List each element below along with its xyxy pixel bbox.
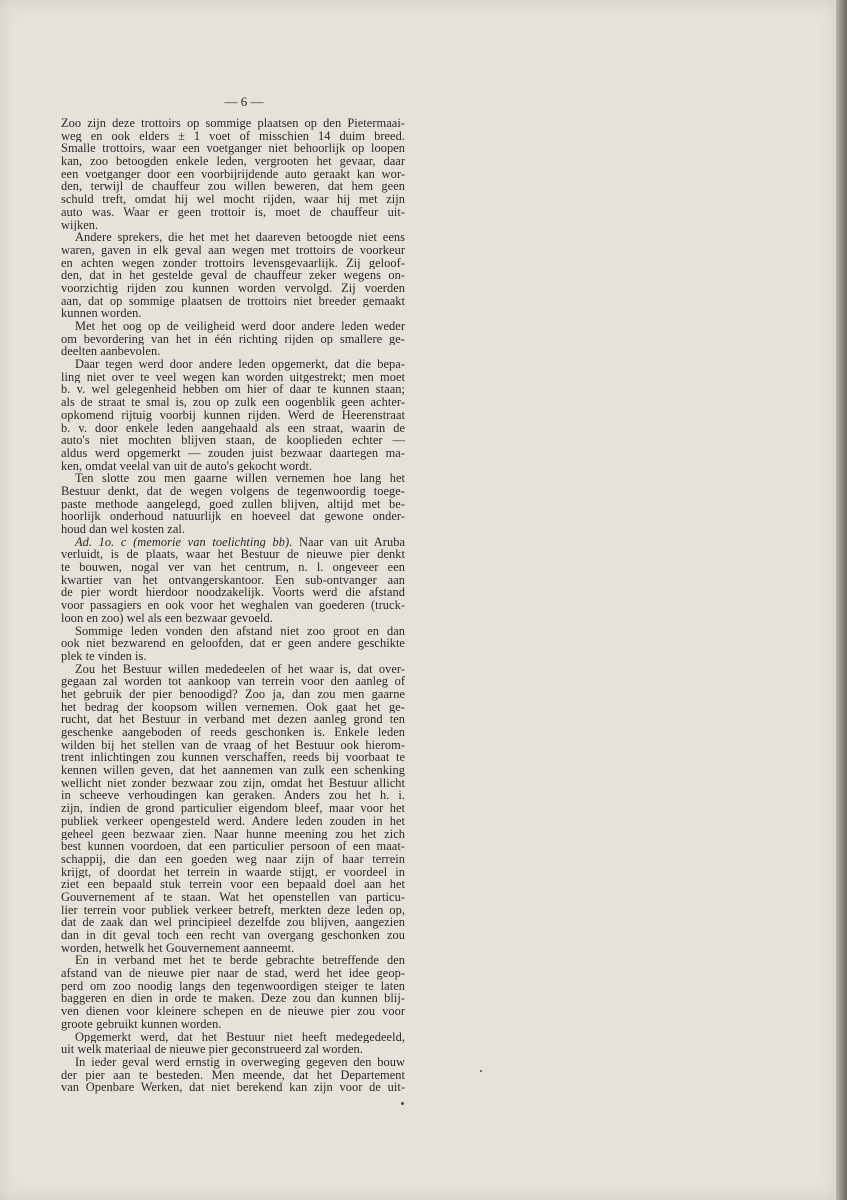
paragraph [61,625,405,663]
paragraph [61,320,405,358]
text-line: den, dat in het gestelde geval de chauffeur zeker wegens on- [61,269,405,282]
text-line: als de straat te smal is, zou op zulk een oogenblik geen achter- [61,396,405,409]
text-line: geheel geen bezwaar zien. Naar hunne meening zou het zich [61,827,405,841]
text-line: ziet een bepaald stuk terrein voor een bepaald doel aan het [61,878,405,891]
text-line: hoorlijk onderhoud natuurlijk en hoeveel dat gewone onder- [61,510,405,523]
text-line: aldus werd opgemerkt — zouden juist bezwaar daartegen ma- [61,446,405,460]
text-line: wilden bij het stellen van de vraag of het Bestuur ook hierom- [61,738,405,752]
text-line: Ten slotte zou men gaarne willen vernemen hoe lang het [75,472,405,485]
text-line: auto's niet mochten blijven staan, de kooplieden echter — [61,434,405,447]
text-line: ook niet bezwarend en geloofden, dat er geen andere geschikte [61,637,405,650]
text-line: Zou het Bestuur willen mededeelen of het waar is, dat over- [75,662,405,676]
text-line: ken, omdat veelal van uit de auto's gekocht wordt. [61,459,313,473]
paragraph [61,231,405,320]
text-line: van Openbare Werken, dat niet berekend kan zijn voor de uit- [61,1081,405,1094]
page-number: — 6 — [224,94,264,109]
text-line: het gebruik der pier benoodigd? Zoo ja, dan zou men gaarne [61,687,405,701]
paragraph [61,117,405,231]
text-line: Smalle trottoirs, waar een voetganger niet behoorlijk op loopen [61,142,405,156]
text-line: En in verband met het te berde gebrachte betreffende den [75,954,405,968]
text-line: kan, zoo betoogden enkele leden, vergrooten het gevaar, daar [61,155,405,168]
text-line-rest: Naar van uit Aruba [292,535,405,549]
paragraph [61,472,405,535]
text-line: den, terwijl de chauffeur zou willen beweren, dat hem geen [61,180,405,194]
text-line: Daar tegen werd door andere leden opgemerkt, dat die bepa- [75,358,405,371]
paragraph [61,358,405,472]
text-line: lier terrein voor publiek verkeer betreft, merkten deze leden op, [61,903,405,917]
text-line: zijn, indien de grond particulier eigendom bleef, maar voor het [61,802,405,815]
text-line: een voetganger door een voorbijrijdende auto geraakt kan wor- [61,167,405,181]
italic-reference: Ad. 1o. c (memorie van toelichting bb). [75,535,293,549]
text-line: dan in dit geval toch een recht van overgang geschonken zou [61,929,405,942]
text-line: in scheeve verhoudingen kan geraken. Anders zou het h. i. [61,789,405,803]
text-line: geschenke aangeboden of reeds geschonken is. Enkele leden [61,726,405,739]
paper-speck [480,1070,482,1072]
text-line: baggeren en dien in orde te maken. Deze zou dan kunnen blij- [61,992,405,1006]
text-line: te bouwen, nogal ver van het centrum, n. l. ongeveer een [61,561,405,574]
text-line: der pier aan te besteden. Men meende, dat het Departement [61,1068,405,1082]
text-line: worden, hetwelk het Gouvernement aanneemt. [61,941,295,955]
text-line: schappij, die dan een goeden weg naar zijn of haar terrein [61,852,405,866]
text-line: en achten wegen zonder trottoirs levensgevaarlijk. Zij geloof- [61,256,405,270]
text-line: het bedrag der koopsom willen vernemen. Ook gaat het ge- [61,700,405,714]
paragraph [61,536,405,625]
text-line: wellicht niet zonder bezwaar zou zijn, omdat het Bestuur allicht [61,776,405,790]
text-line: dat de zaak dan wel principieel dezelfde zou blijven, aangezien [61,916,405,929]
text-line: waren, gaven in elk geval aan wegen met trottoirs de voorkeur [61,243,405,257]
text-line: weg en ook elders ± 1 voet of misschien 14 duim breed. [61,129,405,143]
paragraph [61,1056,405,1094]
text-line: ling niet over te veel wegen kan worden uitgestrekt; men moet [61,370,405,384]
text-line: b. v. door enkele leden aangehaald als een straat, waarin de [61,421,405,435]
page-edge [836,0,847,1200]
text-line: Andere sprekers, die het met het daareven betoogde niet eens [75,231,405,244]
text-line: verluidt, is de plaats, waar het Bestuur de nieuwe pier denkt [61,548,405,562]
text-line: Sommige leden vonden den afstand niet zoo groot en dan [75,624,405,638]
text-line: b. v. wel gelegenheid hebben om hier of daar te kunnen staan; [61,383,405,397]
text-line [61,536,405,549]
text-line: Opgemerkt werd, dat het Bestuur niet heeft medegedeeld, [75,1030,405,1044]
text-line: deelten aanbevolen. [61,345,161,359]
text-line: Zoo zijn deze trottoirs op sommige plaatsen op den Pietermaai- [61,117,405,130]
text-column [61,117,405,1094]
text-line: opkomend rijtuig voorbij kunnen rijden. Werd de Heerenstraat [61,408,405,422]
text-line: uit welk materiaal de nieuwe pier geconstrueerd zal worden. [61,1043,363,1056]
text-line: om bevordering van het in één richting rijden op smallere ge- [61,332,405,346]
text-line: trent inlichtingen zou kunnen verschaffen, reeds bij voorbaat te [61,751,405,765]
text-line: wijken. [61,218,99,232]
text-line: auto was. Waar er geen trottoir is, moet de chauffeur uit- [61,205,405,219]
text-line: voor passagiers en ook voor het weghalen van goederen (truck- [61,599,405,612]
text-line: kennen willen geven, dat het aannemen van zulk een schenking [61,764,405,777]
text-line: krijgt, of doordat het terrein in waarde stijgt, er voordeel in [61,865,405,879]
text-line: Met het oog op de veiligheid werd door andere leden weder [75,320,405,333]
text-line: perd om zoo noodig langs den tegenwoordigen steiger te laten [61,979,405,993]
text-line: rucht, dat het Bestuur in verband met dezen aanleg grond ten [61,713,405,726]
text-line: plek te vinden is. [61,649,147,663]
paper-speck [401,1102,404,1105]
text-line: best kunnen voordoen, dat een particulier persoon of een maat- [61,840,405,853]
text-line: kunnen worden. [61,307,142,320]
paragraph [61,1031,405,1056]
paragraph [61,663,405,955]
text-line: afstand van de nieuwe pier naar de stad, werd het idee geop- [61,967,405,980]
text-line: In ieder geval werd ernstig in overweging gegeven den bouw [75,1055,405,1069]
text-line: groote gebruikt kunnen worden. [61,1017,222,1031]
text-line: loon en zoo) wel als een bezwaar gevoeld. [61,611,273,625]
text-line: houd dan wel kosten zal. [61,523,186,536]
text-line: kwartier van het ontvangerskantoor. Een sub-ontvanger aan [61,573,405,587]
text-line: schuld treft, omdat hij wel mocht rijden, waar hij met zijn [61,193,405,206]
text-line: gegaan zal worden tot aankoop van terrein voor den aanleg of [61,675,405,688]
text-line: paste methode aangelegd, goed zullen blijven, altijd met be- [61,497,405,511]
text-line: de pier wordt hierdoor noodzakelijk. Voorts werd die afstand [61,586,405,600]
paragraph [61,954,405,1030]
text-line: voorzichtig rijden zou kunnen worden vervolgd. Zij voerden [61,281,405,295]
text-line: aan, dat op sommige plaatsen de trottoirs niet breeder gemaakt [61,294,405,308]
text-line: publiek verkeer opengesteld werd. Andere leden zouden in het [61,814,405,828]
text-line: ven dienen voor kleinere schepen en de nieuwe pier zou voor [61,1005,405,1018]
text-line: Bestuur denkt, dat de wegen volgens de tegenwoordig toege- [61,484,405,498]
text-line: Gouvernement af te staan. Wat het openstellen van particu- [61,890,405,904]
